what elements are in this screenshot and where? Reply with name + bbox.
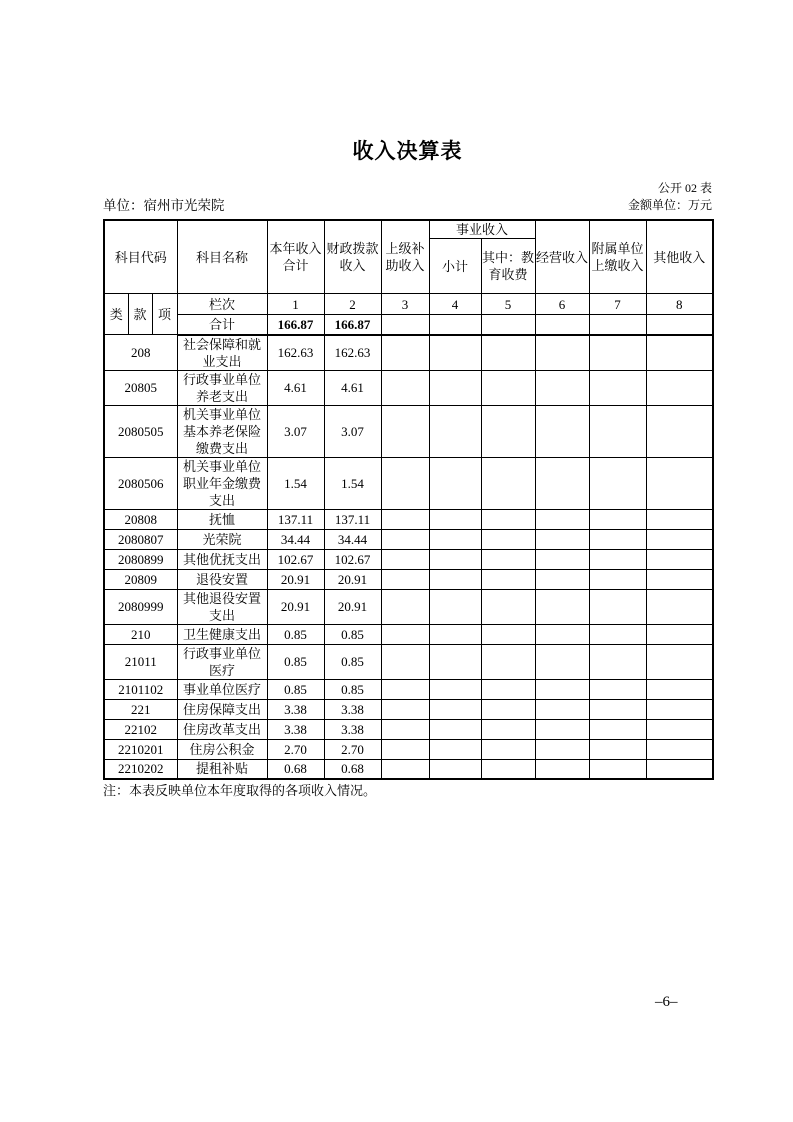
column-index-3: 3 (381, 294, 429, 315)
amount-unit-label: 金额单位：万元 (627, 198, 712, 212)
row-value: 3.07 (267, 405, 324, 457)
row-value (429, 759, 481, 779)
table-row (104, 370, 713, 405)
row-name: 卫生健康支出 (177, 624, 267, 644)
column-index-label: 栏次 (177, 294, 267, 315)
row-value (381, 739, 429, 759)
row-value (646, 589, 713, 624)
table-row (104, 644, 713, 679)
document-content (103, 139, 712, 799)
column-index-7: 7 (589, 294, 646, 315)
page-title: 收入决算表 (352, 140, 463, 163)
row-value (535, 569, 589, 589)
row-code: 20805 (104, 370, 177, 405)
header-business-income-group: 事业收入 (429, 220, 535, 239)
row-value (646, 699, 713, 719)
row-code: 20809 (104, 569, 177, 589)
row-value (589, 759, 646, 779)
row-value (381, 624, 429, 644)
row-name: 机关事业单位职业年金缴费支出 (177, 457, 267, 509)
row-value (646, 569, 713, 589)
total-value (535, 315, 589, 335)
row-value (381, 569, 429, 589)
row-value (381, 549, 429, 569)
row-value (535, 739, 589, 759)
row-value (646, 739, 713, 759)
table-row (104, 699, 713, 719)
row-value: 0.85 (267, 624, 324, 644)
row-value (481, 624, 535, 644)
table-row (104, 759, 713, 779)
row-code: 22102 (104, 719, 177, 739)
row-value: 102.67 (324, 549, 381, 569)
row-value: 0.68 (267, 759, 324, 779)
row-code: 221 (104, 699, 177, 719)
row-value (429, 699, 481, 719)
revenue-table (103, 219, 714, 780)
row-value: 162.63 (267, 335, 324, 371)
row-value (381, 529, 429, 549)
row-name: 住房改革支出 (177, 719, 267, 739)
row-value (481, 589, 535, 624)
row-value: 34.44 (267, 529, 324, 549)
table-row (104, 679, 713, 699)
row-value (535, 699, 589, 719)
row-value (381, 509, 429, 529)
column-index-1: 1 (267, 294, 324, 315)
row-name: 行政事业单位养老支出 (177, 370, 267, 405)
table-row (104, 549, 713, 569)
row-value (535, 405, 589, 457)
row-value (589, 529, 646, 549)
row-value: 0.85 (324, 644, 381, 679)
table-row (104, 529, 713, 549)
row-value (589, 405, 646, 457)
row-value (535, 759, 589, 779)
row-value (481, 335, 535, 371)
row-code: 2080505 (104, 405, 177, 457)
column-index-5: 5 (481, 294, 535, 315)
header-operating-income: 经营收入 (535, 220, 589, 294)
row-name: 机关事业单位基本养老保险缴费支出 (177, 405, 267, 457)
row-code: 2080999 (104, 589, 177, 624)
row-value: 0.85 (267, 679, 324, 699)
row-code: 2080807 (104, 529, 177, 549)
table-row (104, 405, 713, 457)
row-value (481, 719, 535, 739)
row-value (481, 699, 535, 719)
row-value (429, 549, 481, 569)
row-name: 行政事业单位医疗 (177, 644, 267, 679)
row-value (535, 457, 589, 509)
header-subtotal: 小计 (429, 239, 481, 294)
row-value (429, 370, 481, 405)
row-value (481, 457, 535, 509)
row-name: 其他优抚支出 (177, 549, 267, 569)
table-row (104, 719, 713, 739)
header-subject-name: 科目名称 (177, 220, 267, 294)
row-value (589, 719, 646, 739)
row-value (429, 405, 481, 457)
row-name: 事业单位医疗 (177, 679, 267, 699)
row-value (381, 679, 429, 699)
row-value (429, 529, 481, 549)
page-number: –6– (655, 994, 678, 1010)
row-value: 20.91 (324, 589, 381, 624)
header-class: 类 (104, 294, 128, 335)
row-value (481, 739, 535, 759)
header-total-income: 本年收入合计 (267, 220, 324, 294)
row-value (429, 509, 481, 529)
row-value (535, 719, 589, 739)
row-value: 3.38 (324, 699, 381, 719)
row-name: 提租补贴 (177, 759, 267, 779)
row-value (481, 370, 535, 405)
row-value (535, 624, 589, 644)
row-value (429, 624, 481, 644)
header-row-1 (104, 220, 713, 239)
row-value: 20.91 (267, 589, 324, 624)
table-row (104, 457, 713, 509)
row-value: 3.38 (267, 699, 324, 719)
table-row (104, 509, 713, 529)
row-code: 208 (104, 335, 177, 371)
row-value (646, 719, 713, 739)
row-value (429, 719, 481, 739)
row-value (535, 335, 589, 371)
row-value (646, 509, 713, 529)
row-value: 34.44 (324, 529, 381, 549)
row-value (481, 509, 535, 529)
total-value: 166.87 (267, 315, 324, 335)
table-row (104, 624, 713, 644)
row-value (481, 529, 535, 549)
row-value (381, 405, 429, 457)
unit-label: 单位：宿州市光荣院 (103, 198, 225, 213)
row-value (429, 739, 481, 759)
column-index-8: 8 (646, 294, 713, 315)
row-value (381, 589, 429, 624)
total-value (381, 315, 429, 335)
row-value (481, 549, 535, 569)
header-superior-subsidy: 上级补助收入 (381, 220, 429, 294)
row-code: 2080899 (104, 549, 177, 569)
row-value: 4.61 (324, 370, 381, 405)
row-value (481, 405, 535, 457)
row-value: 137.11 (324, 509, 381, 529)
row-value (646, 529, 713, 549)
row-value: 102.67 (267, 549, 324, 569)
header-section: 款 (128, 294, 152, 335)
row-value (589, 624, 646, 644)
row-code: 210 (104, 624, 177, 644)
row-value (429, 335, 481, 371)
row-value (646, 644, 713, 679)
row-value (589, 370, 646, 405)
row-value (589, 569, 646, 589)
row-name: 住房保障支出 (177, 699, 267, 719)
row-value (646, 679, 713, 699)
total-value: 166.87 (324, 315, 381, 335)
row-value: 0.85 (324, 624, 381, 644)
row-name: 光荣院 (177, 529, 267, 549)
row-value: 4.61 (267, 370, 324, 405)
row-value (535, 589, 589, 624)
form-number-label: 公开 02 表 (657, 181, 712, 195)
total-value (589, 315, 646, 335)
row-value (429, 644, 481, 679)
row-value (381, 719, 429, 739)
row-value (381, 699, 429, 719)
row-value (646, 457, 713, 509)
total-row (104, 315, 713, 335)
row-name: 住房公积金 (177, 739, 267, 759)
row-value: 3.38 (324, 719, 381, 739)
column-index-4: 4 (429, 294, 481, 315)
row-value (481, 679, 535, 699)
table-row (104, 335, 713, 371)
row-value (535, 529, 589, 549)
header-fiscal-appropriation: 财政拨款收入 (324, 220, 381, 294)
table-row (104, 589, 713, 624)
header-other-income: 其他收入 (646, 220, 713, 294)
row-value (646, 405, 713, 457)
row-value (589, 589, 646, 624)
row-value: 20.91 (324, 569, 381, 589)
row-value (646, 335, 713, 371)
row-value (589, 699, 646, 719)
column-index-row (104, 294, 713, 315)
row-code: 2080506 (104, 457, 177, 509)
row-value (535, 644, 589, 679)
row-value (589, 335, 646, 371)
total-value (429, 315, 481, 335)
row-code: 2210201 (104, 739, 177, 759)
row-value (429, 589, 481, 624)
row-value (535, 370, 589, 405)
row-value (589, 549, 646, 569)
row-value (381, 370, 429, 405)
row-name: 抚恤 (177, 509, 267, 529)
row-value (589, 509, 646, 529)
column-index-2: 2 (324, 294, 381, 315)
row-value (535, 679, 589, 699)
row-value (429, 679, 481, 699)
row-value (589, 739, 646, 759)
row-value (481, 569, 535, 589)
row-value (589, 679, 646, 699)
row-value: 0.85 (267, 644, 324, 679)
row-value (646, 549, 713, 569)
header-affiliated-units: 附属单位上缴收入 (589, 220, 646, 294)
row-value (646, 624, 713, 644)
row-value: 3.38 (267, 719, 324, 739)
row-value: 0.85 (324, 679, 381, 699)
row-value (646, 759, 713, 779)
column-index-6: 6 (535, 294, 589, 315)
row-value (589, 644, 646, 679)
row-code: 2101102 (104, 679, 177, 699)
row-value: 0.68 (324, 759, 381, 779)
row-value (381, 644, 429, 679)
total-value (481, 315, 535, 335)
row-value: 1.54 (324, 457, 381, 509)
row-code: 20808 (104, 509, 177, 529)
row-value: 2.70 (267, 739, 324, 759)
row-value (589, 457, 646, 509)
total-row-label: 合计 (177, 315, 267, 335)
table-row (104, 569, 713, 589)
header-education-fees: 其中：教育收费 (481, 239, 535, 294)
row-value (381, 335, 429, 371)
row-value (429, 457, 481, 509)
row-name: 退役安置 (177, 569, 267, 589)
table-row (104, 739, 713, 759)
row-value: 3.07 (324, 405, 381, 457)
row-value: 162.63 (324, 335, 381, 371)
row-value: 137.11 (267, 509, 324, 529)
row-value (429, 569, 481, 589)
row-value: 2.70 (324, 739, 381, 759)
row-name: 其他退役安置支出 (177, 589, 267, 624)
row-value (481, 644, 535, 679)
row-value (535, 549, 589, 569)
table-note: 注：本表反映单位本年度取得的各项收入情况。 (103, 783, 377, 798)
table-body (104, 335, 713, 780)
row-value: 1.54 (267, 457, 324, 509)
total-value (646, 315, 713, 335)
row-value (646, 370, 713, 405)
row-name: 社会保障和就业支出 (177, 335, 267, 371)
row-value (381, 457, 429, 509)
row-value (481, 759, 535, 779)
row-code: 2210202 (104, 759, 177, 779)
meta-row (103, 197, 712, 214)
row-code: 21011 (104, 644, 177, 679)
header-item: 项 (152, 294, 177, 335)
row-value (381, 759, 429, 779)
row-value (535, 509, 589, 529)
row-value: 20.91 (267, 569, 324, 589)
header-subject-code: 科目代码 (104, 220, 177, 294)
